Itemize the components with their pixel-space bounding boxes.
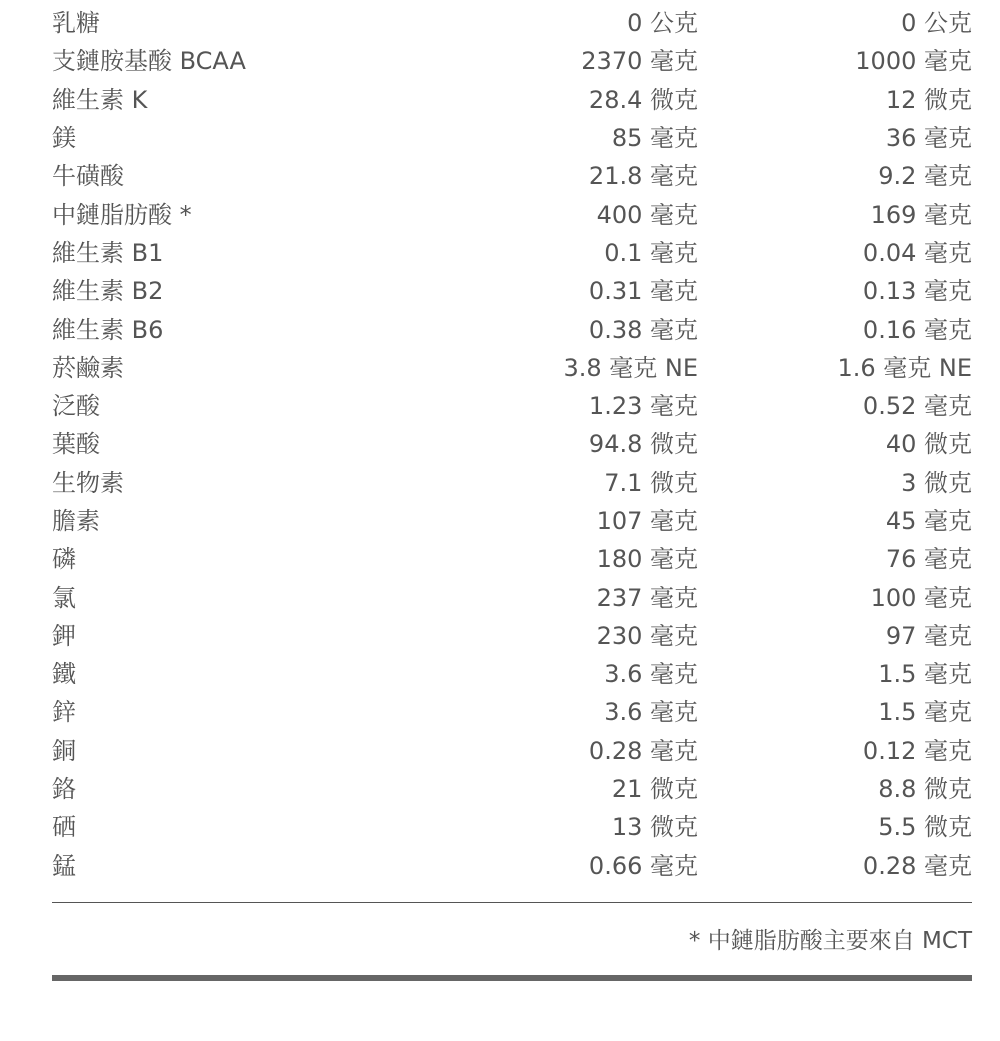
nutrient-name: 支鏈胺基酸 BCAA <box>52 47 246 76</box>
nutrient-name: 銅 <box>52 736 76 765</box>
nutrient-value-2: 36 毫克 <box>885 124 972 153</box>
nutrient-value-1: 21.8 毫克 <box>588 162 698 191</box>
nutrient-name: 維生素 B6 <box>52 315 164 344</box>
nutrient-value-2: 0.04 毫克 <box>862 238 972 267</box>
table-row <box>52 425 972 463</box>
nutrient-name: 生物素 <box>52 468 124 497</box>
nutrient-value-1: 3.6 毫克 <box>604 698 698 727</box>
nutrient-name: 硒 <box>52 813 76 842</box>
table-row <box>52 119 972 157</box>
nutrition-table <box>52 4 972 885</box>
nutrient-value-1: 107 毫克 <box>596 507 698 535</box>
nutrient-value-1: 237 毫克 <box>596 583 698 612</box>
nutrient-value-2: 0.13 毫克 <box>862 277 972 306</box>
nutrient-name: 維生素 K <box>52 85 148 114</box>
nutrient-name: 維生素 B2 <box>52 277 164 306</box>
nutrient-name: 維生素 B1 <box>52 238 164 267</box>
nutrient-value-2: 76 毫克 <box>885 545 972 574</box>
nutrient-value-2: 0 公克 <box>901 9 972 38</box>
nutrient-value-1: 400 毫克 <box>596 200 698 229</box>
nutrient-value-2: 1.5 毫克 <box>878 698 972 727</box>
footnote: * 中鏈脂肪酸主要來自 MCT <box>688 928 972 954</box>
nutrient-value-1: 180 毫克 <box>596 545 698 574</box>
table-row <box>52 847 972 885</box>
table-row <box>52 578 972 616</box>
nutrient-value-1: 94.8 微克 <box>588 430 698 459</box>
table-row <box>52 234 972 272</box>
nutrient-value-2: 97 毫克 <box>885 621 972 650</box>
table-row <box>52 349 972 387</box>
nutrient-value-1: 1.23 毫克 <box>588 392 698 421</box>
nutrient-value-1: 2370 毫克 <box>581 47 698 76</box>
nutrient-value-1: 0.38 毫克 <box>588 315 698 344</box>
nutrient-value-2: 3 微克 <box>901 468 972 497</box>
nutrient-value-2: 1000 毫克 <box>855 47 972 76</box>
nutrient-name: 乳糖 <box>52 9 100 38</box>
nutrient-value-1: 0.66 毫克 <box>588 851 698 880</box>
nutrient-value-2: 12 微克 <box>885 85 972 114</box>
nutrient-value-2: 1.5 毫克 <box>878 660 972 689</box>
nutrient-value-2: 9.2 毫克 <box>878 162 972 191</box>
table-row <box>52 502 972 540</box>
table-row <box>52 464 972 502</box>
table-divider <box>52 902 972 903</box>
nutrient-value-1: 3.6 毫克 <box>604 660 698 689</box>
table-row <box>52 157 972 195</box>
table-row <box>52 4 972 42</box>
table-row <box>52 42 972 80</box>
table-row <box>52 81 972 119</box>
table-row <box>52 195 972 233</box>
nutrient-value-2: 40 微克 <box>885 430 972 459</box>
table-row <box>52 310 972 348</box>
nutrient-value-1: 13 微克 <box>611 813 698 842</box>
nutrient-value-1: 0.31 毫克 <box>588 277 698 306</box>
nutrient-value-2: 0.28 毫克 <box>862 851 972 880</box>
nutrient-name: 鉻 <box>52 775 76 804</box>
table-row <box>52 808 972 846</box>
nutrient-value-1: 21 微克 <box>611 775 698 804</box>
nutrient-value-1: 7.1 微克 <box>604 468 698 497</box>
nutrient-value-1: 230 毫克 <box>596 621 698 650</box>
nutrient-value-2: 0.12 毫克 <box>862 736 972 765</box>
nutrient-name: 菸鹼素 <box>52 353 124 382</box>
table-row <box>52 617 972 655</box>
nutrient-value-1: 3.8 毫克 NE <box>563 353 698 382</box>
nutrient-value-2: 0.16 毫克 <box>862 315 972 344</box>
nutrient-value-1: 0.28 毫克 <box>588 736 698 765</box>
nutrient-name: 錳 <box>52 851 76 880</box>
nutrient-value-2: 169 毫克 <box>870 200 972 229</box>
table-row <box>52 770 972 808</box>
nutrient-name: 鋅 <box>52 698 76 727</box>
nutrient-value-1: 0.1 毫克 <box>604 238 698 267</box>
nutrient-value-2: 1.6 毫克 NE <box>837 353 972 382</box>
table-row <box>52 387 972 425</box>
nutrient-name: 中鏈脂肪酸 * <box>52 200 192 229</box>
nutrient-value-2: 8.8 微克 <box>878 775 972 804</box>
bottom-rule <box>52 975 972 981</box>
nutrient-value-1: 85 毫克 <box>611 124 698 153</box>
nutrient-name: 鎂 <box>52 124 76 153</box>
nutrient-name: 鐵 <box>52 660 76 689</box>
table-row <box>52 540 972 578</box>
nutrient-value-1: 0 公克 <box>627 9 698 38</box>
nutrient-value-2: 0.52 毫克 <box>862 392 972 421</box>
nutrient-name: 鉀 <box>52 621 76 650</box>
table-row <box>52 693 972 731</box>
nutrient-value-2: 5.5 微克 <box>878 813 972 842</box>
nutrient-name: 牛磺酸 <box>52 162 124 191</box>
nutrient-name: 磷 <box>52 545 76 574</box>
table-row <box>52 272 972 310</box>
table-row <box>52 655 972 693</box>
nutrient-name: 葉酸 <box>52 430 100 459</box>
nutrient-name: 氯 <box>52 583 76 612</box>
table-row <box>52 732 972 770</box>
nutrient-value-2: 100 毫克 <box>870 583 972 612</box>
nutrient-value-1: 28.4 微克 <box>588 85 698 114</box>
nutrient-name: 泛酸 <box>52 392 100 421</box>
nutrient-value-2: 45 毫克 <box>885 507 972 535</box>
nutrient-name: 膽素 <box>52 507 100 535</box>
